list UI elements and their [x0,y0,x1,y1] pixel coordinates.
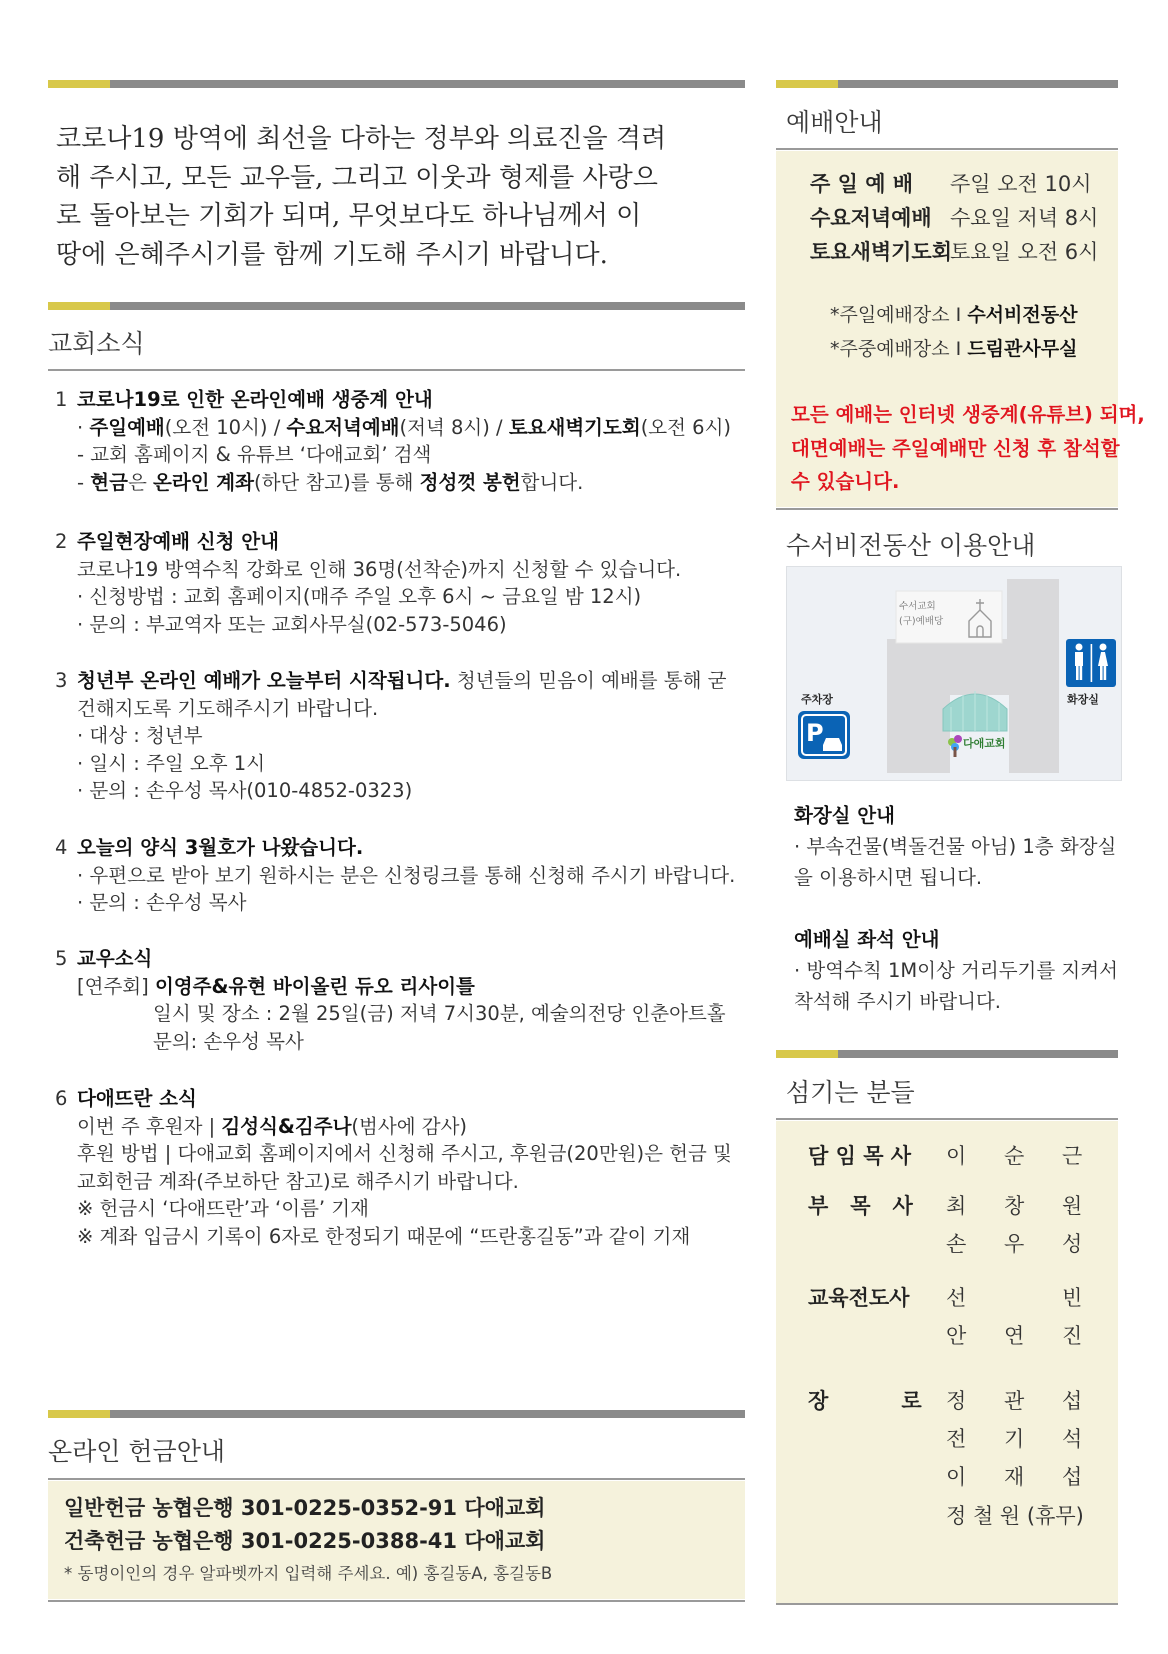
item-title: 오늘의 양식 3월호가 나왔습니다. [77,836,364,859]
worship-divider [776,80,1118,88]
news-item-5 [55,945,755,1055]
item-line: 문의: 손우성 목사 [153,1029,304,1053]
offering-rule-bottom [48,1600,745,1602]
seat-guide: 예배실 좌석 안내 · 방역수칙 1M이상 거리두기를 지켜서 착석해 주시기 바랍니다. [794,928,1118,1013]
top-divider [48,80,745,88]
service-row: 주 일 예 배 주일 오전 10시 [810,172,1092,196]
worship-title: 예배안내 [786,108,883,137]
church-logo-label: 다애교회 [963,737,1006,750]
staff-title: 섬기는 분들 [786,1078,915,1107]
item-line: - 교회 홈페이지 & 유튜브 ‘다애교회’ 검색 [77,443,432,466]
item-number: 5 [55,947,68,970]
item-line: 코로나19 방역수칙 강화로 인해 36명(선착순)까지 신청할 수 있습니다. [77,557,682,581]
item-line: · 일시 : 주일 오후 1시 [77,751,266,775]
item-title-line: 청년부 온라인 예배가 오늘부터 시작됩니다. 청년들의 믿음이 예배를 통해 굳 [77,669,727,692]
item-line: 이번 주 후원자 | 김성식&김주나(범사에 감사) [77,1114,468,1138]
staff-rule-bottom [776,1603,1118,1605]
restroom-guide: 화장실 안내 · 부속건물(벽돌건물 아님) 1층 화장실 을 이용하시면 됩니다. [794,804,1117,889]
item-number: 6 [55,1087,68,1110]
streaming-notice: 모든 예배는 인터넷 생중계(유튜브) 되며, 대면예배는 주일예배만 신청 후 참석할 수 있습니다. [791,403,1145,493]
news-title: 교회소식 [48,329,145,358]
service-row: 수요저녁예배 수요일 저녁 8시 [810,206,1099,230]
item-number: 1 [55,388,68,411]
prayer-line: 코로나19 방역에 최선을 다하는 정부와 의료진을 격려 [56,124,667,154]
sunday-place: *주일예배장소 I 수서비전동산 [830,304,1078,326]
offering-note: * 동명이인의 경우 알파벳까지 입력해 주세요. 예) 홍길동A, 홍길동B [64,1564,553,1583]
item-line: [연주회] 이영주&유현 바이올린 듀오 리사이틀 [77,974,475,998]
role-associate-pastor: 부 목 사 [808,1194,913,1218]
prayer-line: 로 돌아보는 기회가 되며, 무엇보다도 하나님께서 이 [56,201,642,231]
item-line: 건해지도록 기도해주시기 바랍니다. [77,696,379,720]
vision-title: 수서비전동산 이용안내 [786,531,1036,560]
role-senior-pastor: 담 임 목 사 [808,1144,912,1168]
parking-label: 주차장 [801,693,833,706]
restroom-label: 화장실 [1067,693,1099,706]
offering-divider [48,1410,745,1418]
item-number: 4 [55,836,68,859]
worship-rule-bottom [776,508,1118,510]
item-title: 주일현장예배 신청 안내 [77,530,279,553]
item-line: 일시 및 장소 : 2월 25일(금) 저녁 7시30분, 예술의전당 인춘아트홀 [153,1002,726,1025]
news-item-4 [55,834,755,918]
item-line: · 주일예배(오전 10시) / 수요저녁예배(저녁 8시) / 토요새벽기도회(오전 6시) [77,415,732,439]
offering-accounts [64,1492,545,1558]
item-number: 2 [55,530,68,553]
item-title: 코로나19로 인한 온라인예배 생중계 안내 [77,388,433,411]
news-divider [48,302,745,310]
item-line: 후원 방법 | 다애교회 홈페이지에서 신청해 주시고, 후원금(20만원)은 헌금 및 [77,1142,732,1165]
prayer-paragraph [56,120,746,274]
item-line: ※ 계좌 입금시 기록이 6자로 한정되기 때문에 “뜨란홍길동”과 같이 기재 [77,1224,691,1248]
news-item-1 [55,386,755,496]
role-education-minister: 교육전도사 [808,1286,910,1310]
news-item-3 [55,667,755,807]
staff-divider [776,1050,1118,1058]
staff-rule [776,1118,1118,1120]
weekday-place: *주중예배장소 I 드림관사무실 [830,338,1078,360]
service-row: 토요새벽기도회토요일 오전 6시 [810,240,1099,264]
item-line: 교회헌금 계좌(주보하단 참고)로 해주시기 바랍니다. [77,1169,519,1193]
general-offering-account: 일반헌금 농협은행 301-0225-0352-91 다애교회 [64,1496,546,1520]
item-line: ※ 헌금시 ‘다애뜨란’과 ‘이름’ 기재 [77,1197,369,1220]
worship-rule [776,148,1118,150]
news-item-6 [55,1085,755,1255]
item-title: 다애뜨란 소식 [77,1087,197,1110]
site-map [786,566,1122,781]
offering-rule-top [48,1478,745,1480]
item-line: · 우편으로 받아 보기 원하시는 분은 신청링크를 통해 신청해 주시기 바랍니다. [77,863,736,887]
item-title: 교우소식 [77,947,153,970]
svg-text:P: P [806,719,824,747]
old-church-label: 수서교회 (구)예배당 [899,601,944,627]
item-line: - 현금은 온라인 계좌(하단 참고)를 통해 정성껏 봉헌합니다. [77,470,584,494]
building-offering-account: 건축헌금 농협은행 301-0225-0388-41 다애교회 [64,1529,546,1553]
prayer-line: 땅에 은혜주시기를 함께 기도해 주시기 바랍니다. [56,239,608,270]
news-item-2 [55,528,755,638]
role-elder: 장 로 [808,1389,922,1413]
news-rule [48,369,745,371]
item-line: · 신청방법 : 교회 홈페이지(매주 주일 오후 6시 ~ 금요일 밤 12시) [77,585,642,608]
item-line: · 대상 : 청년부 [77,724,203,747]
item-line: · 문의 : 부교역자 또는 교회사무실(02-573-5046) [77,612,507,636]
item-line: · 문의 : 손우성 목사(010-4852-0323) [77,779,413,802]
offering-title: 온라인 헌금안내 [48,1437,225,1466]
item-number: 3 [55,669,68,692]
item-line: · 문의 : 손우성 목사 [77,891,247,914]
prayer-line: 해 주시고, 모든 교우들, 그리고 이웃과 형제를 사랑으 [56,162,658,193]
